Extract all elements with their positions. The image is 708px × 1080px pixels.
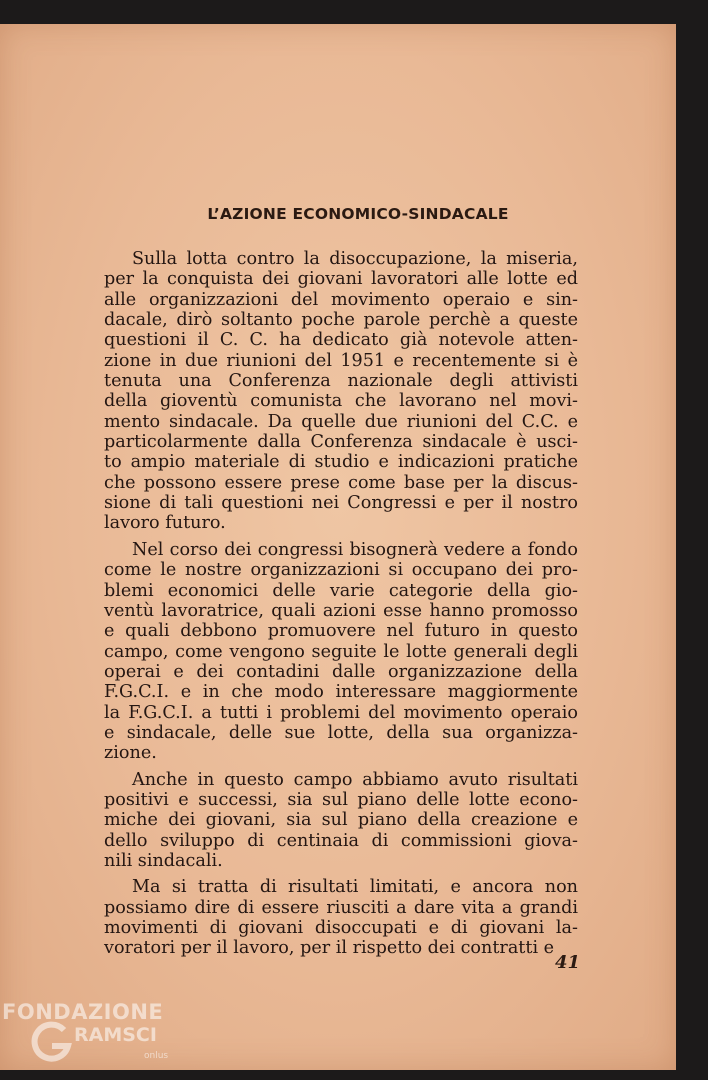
text-line: possiamo dire di essere riusciti a dare vita a grandi xyxy=(104,897,578,918)
book-page xyxy=(0,24,676,1070)
text-line: particolarmente dalla Conferenza sindacale è usci- xyxy=(104,432,578,453)
watermark-suffix: onlus xyxy=(144,1051,169,1061)
section-heading: L’AZIONE ECONOMICO-SINDACALE xyxy=(207,205,509,223)
text-line: dello sviluppo di centinaia di commissioni giova- xyxy=(104,830,578,851)
text-line: Nel corso dei congressi bisognerà vedere a fondo xyxy=(132,539,578,560)
text-line: della gioventù comunista che lavorano nel movi- xyxy=(104,391,578,412)
text-line: dacale, dirò soltanto poche parole perchè a queste xyxy=(104,310,578,331)
text-line: sione di tali questioni nei Congressi e per il nostro xyxy=(104,493,578,514)
text-line: lavoro futuro. xyxy=(104,513,226,534)
paragraph xyxy=(104,540,578,764)
text-line: zione in due riunioni del 1951 e recentemente si è xyxy=(104,350,578,371)
text-line: e quali debbono promuovere nel futuro in questo xyxy=(104,621,578,642)
text-line: come le nostre organizzazioni si occupano dei pro- xyxy=(104,560,578,581)
text-line: questioni il C. C. ha dedicato già notevole atten- xyxy=(104,330,578,351)
page-number: 41 xyxy=(555,952,581,973)
text-line: operai e dei contadini dalle organizzazione della xyxy=(104,661,578,682)
text-line: Sulla lotta contro la disoccupazione, la miseria, xyxy=(132,249,578,269)
text-line: movimenti di giovani disoccupati e di giovani la- xyxy=(104,918,578,938)
text-line: la F.G.C.I. a tutti i problemi del movimento operaio xyxy=(104,702,578,723)
text-line: tenuta una Conferenza nazionale degli attivisti xyxy=(104,371,578,392)
body-text xyxy=(104,249,578,959)
text-line: per la conquista dei giovani lavoratori alle lotte ed xyxy=(104,269,578,290)
text-line: Anche in questo campo abbiamo avuto risultati xyxy=(132,769,578,790)
paragraph xyxy=(104,770,578,872)
watermark-line2: RAMSCI xyxy=(74,1024,157,1046)
text-line: che possono essere prese come base per la discus- xyxy=(104,472,578,493)
text-line: campo, come vengono seguite le lotte generali degli xyxy=(104,641,578,662)
text-line: positivi e successi, sia sul piano delle lotte econo- xyxy=(104,789,578,810)
watermark-line1: FONDAZIONE xyxy=(2,1000,164,1024)
fondazione-gramsci-watermark xyxy=(2,1000,169,1061)
text-line: to ampio materiale di studio e indicazioni pratiche xyxy=(104,452,578,473)
gramsci-g-logo-icon xyxy=(30,1020,74,1064)
text-line: e sindacale, delle sue lotte, della sua organizza- xyxy=(104,722,578,743)
text-line: mento sindacale. Da quelle due riunioni del C.C. e xyxy=(104,411,578,432)
paragraph xyxy=(104,877,578,958)
text-line: ventù lavoratrice, quali azioni esse hanno promosso xyxy=(104,600,578,621)
text-line: voratori per il lavoro, per il rispetto dei contratti e xyxy=(104,938,555,959)
text-line: nili sindacali. xyxy=(104,850,223,871)
text-line: Ma si tratta di risultati limitati, e ancora non xyxy=(132,877,578,898)
text-line: blemi economici delle varie categorie della gio- xyxy=(104,580,578,601)
text-line: zione. xyxy=(104,743,157,764)
text-line: alle organizzazioni del movimento operaio e sin- xyxy=(104,289,578,310)
text-line: miche dei giovani, sia sul piano della creazione e xyxy=(104,810,578,831)
text-line: F.G.C.I. e in che modo interessare maggiormente xyxy=(104,682,578,703)
paragraph xyxy=(104,249,578,534)
